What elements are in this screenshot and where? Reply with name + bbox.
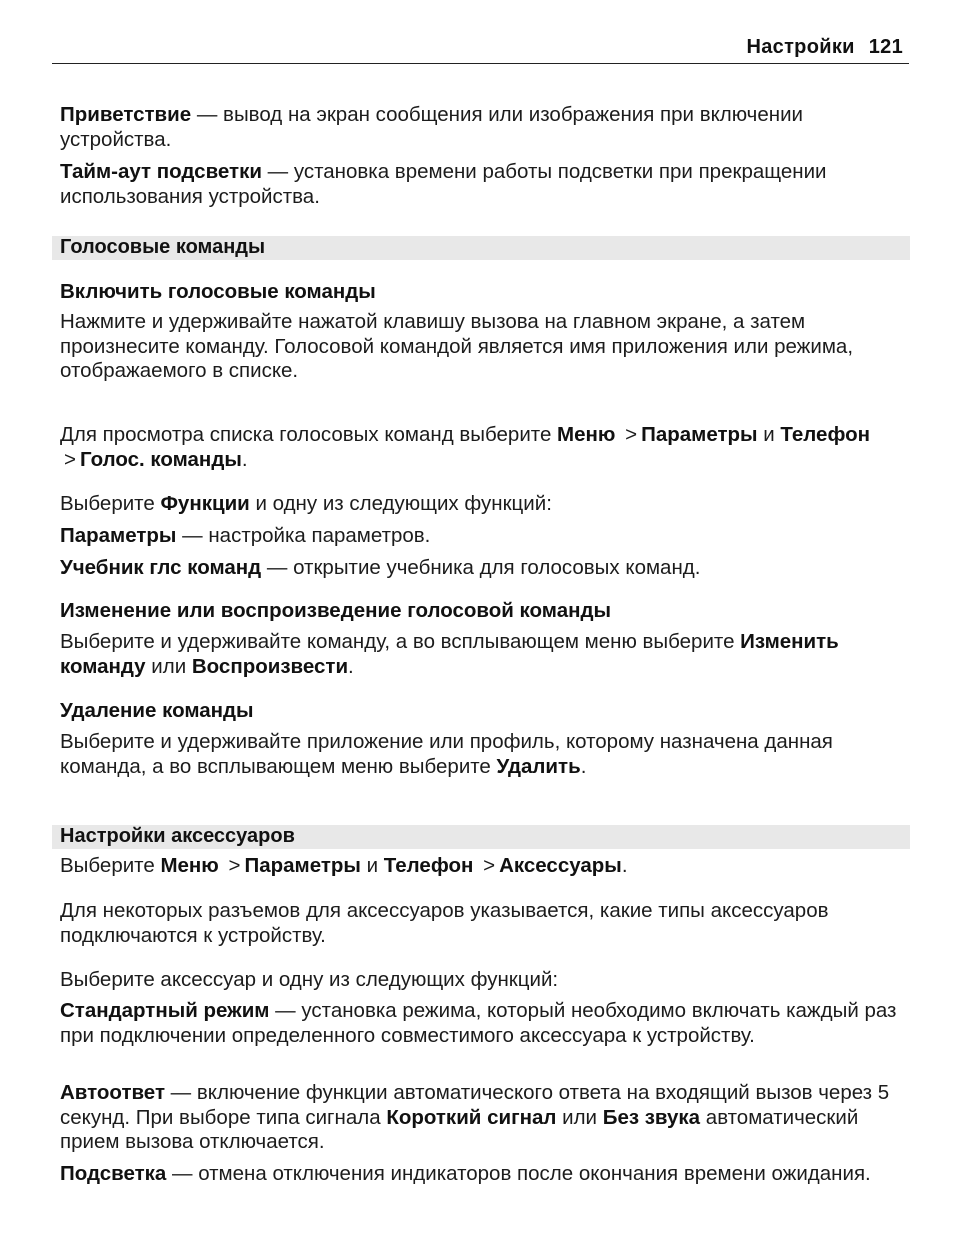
section-voice-commands bbox=[52, 236, 910, 260]
section-title: Настройки аксессуаров bbox=[60, 825, 295, 847]
accessories-link: Аксессуары bbox=[499, 854, 622, 877]
paragraph-functions: Выберите Функции и одну из следующих функций: bbox=[60, 492, 552, 515]
menu-link: Меню bbox=[160, 854, 219, 877]
option-desc: установка режима, который необходимо включать каждый раз при подключении определенного совместимого аксессуара к устройству. bbox=[60, 999, 897, 1047]
paragraph-edit-voice: Выберите и удерживайте команду, а во всплывающем меню выберите Изменить команду или Воспроизвести. bbox=[60, 630, 839, 678]
header-title: Настройки bbox=[746, 36, 855, 58]
subheading-enable-voice: Включить голосовые команды bbox=[60, 280, 376, 303]
subheading-edit-voice: Изменение или воспроизведение голосовой команды bbox=[60, 599, 611, 622]
paragraph-choose-accessory: Выберите аксессуар и одну из следующих функций: bbox=[60, 968, 559, 991]
item-term: Тайм-аут подсветки bbox=[60, 160, 262, 183]
header-right bbox=[747, 36, 904, 59]
item-greeting: Приветствие — вывод на экран сообщения или изображения при включении устройства. bbox=[60, 103, 803, 151]
paragraph-enable-voice: Нажмите и удерживайте нажатой клавишу вызова на главном экране, а затем произнесите команду. Голосовой командой является имя приложения или режима, отображаемого в списке. bbox=[60, 310, 854, 382]
item-desc: установка времени работы подсветки при прекращении использования устройства. bbox=[60, 160, 827, 208]
play-link: Воспроизвести bbox=[191, 654, 349, 678]
option-autoanswer: Автоответ — включение функции автоматического ответа на входящий вызов через 5 секунд. При выборе типа сигнала Короткий сигнал или Без звука автоматический прием вызова отключается. bbox=[60, 1081, 890, 1153]
option-tutorial: Учебник глс команд — открытие учебника для голосовых команд. bbox=[60, 556, 701, 579]
paragraph-accessory-path: Выберите Меню > Параметры и Телефон > Аксессуары. bbox=[60, 854, 628, 877]
change-command-link: Изменить команду bbox=[60, 630, 839, 678]
option-desc: отмена отключения индикаторов после окончания времени ожидания. bbox=[198, 1162, 871, 1185]
option-parameters: Параметры — настройка параметров. bbox=[60, 524, 431, 547]
option-standard-mode: Стандартный режим — установка режима, который необходимо включать каждый раз при подключении определенного совместимого аксессуара к устройству. bbox=[60, 999, 897, 1047]
item-backlight-timeout: Тайм-аут подсветки — установка времени работы подсветки при прекращении использования устройства. bbox=[60, 160, 827, 208]
subheading-delete-command: Удаление команды bbox=[60, 699, 254, 722]
option-desc: открытие учебника для голосовых команд. bbox=[293, 556, 701, 579]
paragraph-accessory-note: Для некоторых разъемов для аксессуаров указывается, какие типы аксессуаров подключаются к устройству. bbox=[60, 899, 829, 947]
option-term: Автоответ bbox=[60, 1081, 165, 1104]
voice-commands-link: Голос. команды bbox=[79, 447, 242, 471]
option-term: Стандартный режим bbox=[60, 999, 270, 1022]
silent-link: Без звука bbox=[602, 1105, 701, 1129]
phone-link: Телефон bbox=[780, 423, 871, 446]
section-title: Голосовые команды bbox=[60, 236, 266, 258]
option-desc: настройка параметров. bbox=[208, 524, 431, 547]
option-term: Учебник глс команд bbox=[60, 556, 262, 579]
option-backlight: Подсветка — отмена отключения индикаторов после окончания времени ожидания. bbox=[60, 1162, 871, 1185]
functions-link: Функции bbox=[160, 492, 250, 515]
paragraph-voice-list: Для просмотра списка голосовых команд выберите Меню > Параметры и Телефон > Голос. команды. bbox=[60, 423, 871, 471]
item-term: Приветствие bbox=[60, 103, 192, 126]
page-number: 121 bbox=[868, 36, 903, 58]
params-link: Параметры bbox=[244, 854, 361, 877]
item-desc: вывод на экран сообщения или изображения при включении устройства. bbox=[60, 103, 803, 151]
paragraph-delete-command: Выберите и удерживайте приложение или профиль, которому назначена данная команда, а во всплывающем меню выберите Удалить. bbox=[60, 730, 833, 778]
short-signal-link: Короткий сигнал bbox=[386, 1105, 557, 1129]
delete-link: Удалить bbox=[496, 754, 581, 778]
section-accessory-settings bbox=[52, 825, 910, 849]
option-term: Параметры bbox=[60, 524, 177, 547]
phone-link: Телефон bbox=[383, 854, 474, 877]
params-link: Параметры bbox=[641, 423, 758, 446]
option-term: Подсветка bbox=[60, 1162, 167, 1185]
menu-link: Меню bbox=[557, 423, 616, 446]
page-header bbox=[52, 36, 909, 64]
